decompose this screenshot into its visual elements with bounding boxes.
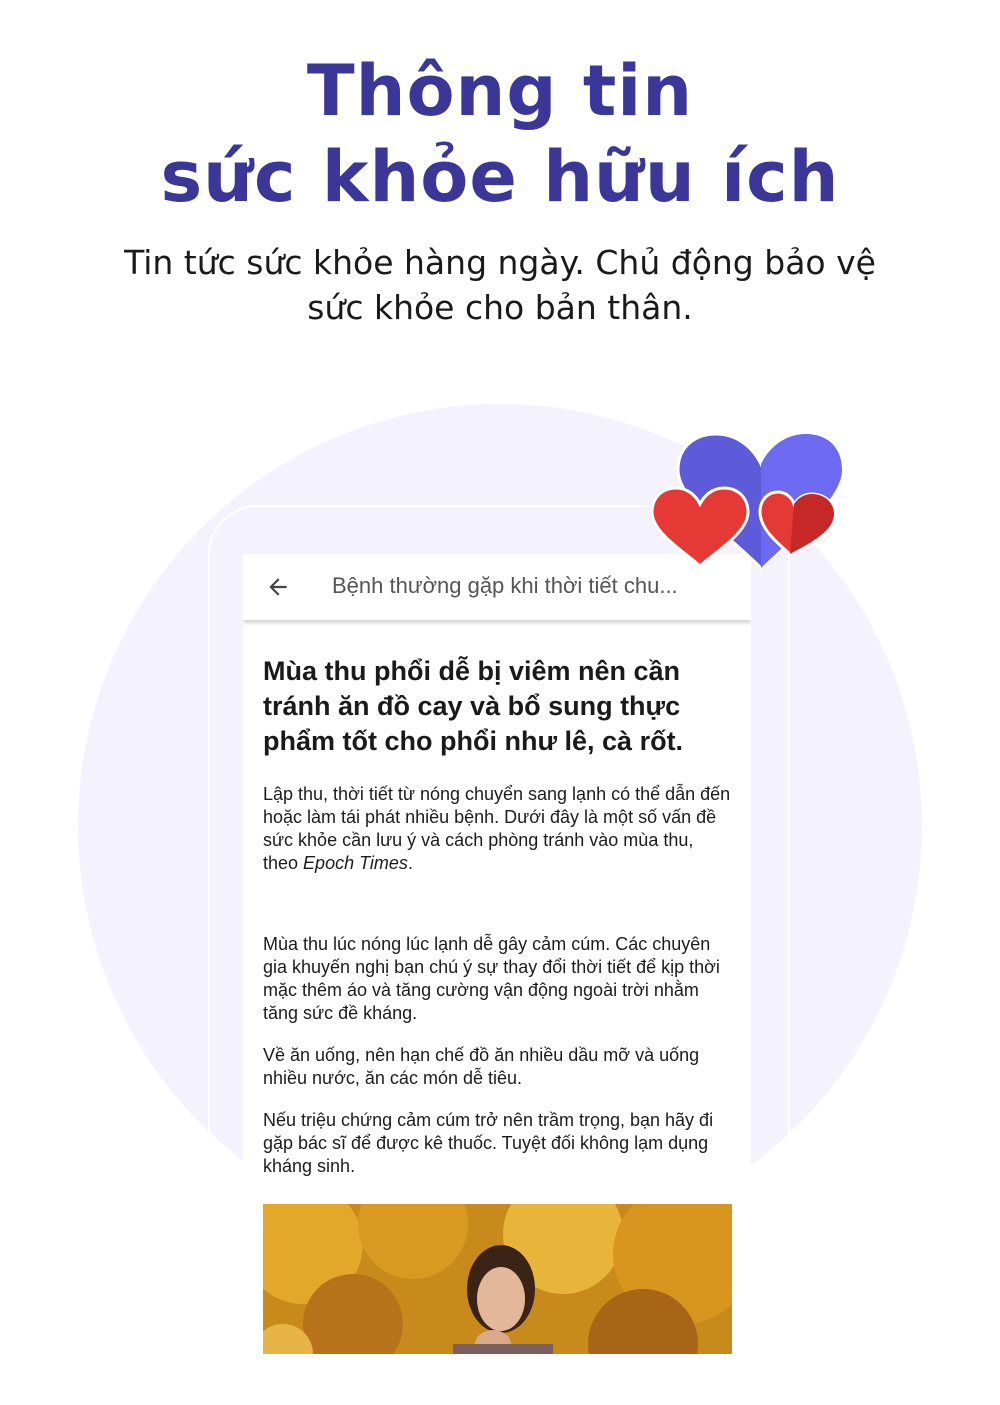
subheadline-line-1: Tin tức sức khỏe hàng ngày. Chủ động bảo vệ [124,243,876,282]
article-paragraph-3: Về ăn uống, nên hạn chế đồ ăn nhiều dầu mỡ và uống nhiều nước, ăn các món dễ tiêu. [263,1045,700,1088]
autumn-photo [263,1204,732,1354]
paragraph-1-source[interactable]: Epoch Times [303,853,408,873]
headline-line-1: Thông tin [306,50,694,132]
app-bar-title: Bệnh thường gặp khi thời tiết chu... [332,573,678,598]
article-paragraph-4: Nếu triệu chứng cảm cúm trở nên trầm trọng, bạn hãy đi gặp bác sĩ để được kê thuốc. Tuyệt đối không lạm dụng kháng sinh. [263,1110,714,1176]
article-paragraph-1 [263,783,733,875]
paragraph-1-end: . [407,853,413,873]
subheadline [0,240,1000,330]
phone-screen [243,554,751,1354]
headline-line-2: sức khỏe hữu ích [160,136,840,218]
hearts-icon [648,428,844,580]
article-paragraph-2: Mùa thu lúc nóng lúc lạnh dễ gây cảm cúm. Các chuyên gia khuyến nghị bạn chú ý sự thay đổi thời tiết để kịp thời mặc thêm áo và tăng cường vận động ngoài trời nhằm tăng sức đề kháng. [263,934,720,1023]
subheadline-line-2: sức khỏe cho bản thân. [307,288,693,327]
paragraph-1-text: Lập thu, thời tiết từ nóng chuyển sang lạnh có thể dẫn đến hoặc làm tái phát nhiều bệnh. Dưới đây là một số vấn đề sức khỏe cần lưu ý và cách phòng tránh vào mùa thu, theo [263,784,731,873]
arrow-left-icon[interactable] [265,574,291,600]
article-body [263,654,733,1178]
headline [0,48,1000,220]
article-title: Mùa thu phổi dễ bị viêm nên cần tránh ăn đồ cay và bổ sung thực phẩm tốt cho phổi như lê, cà rốt. [263,656,684,756]
article-image [263,1204,732,1354]
